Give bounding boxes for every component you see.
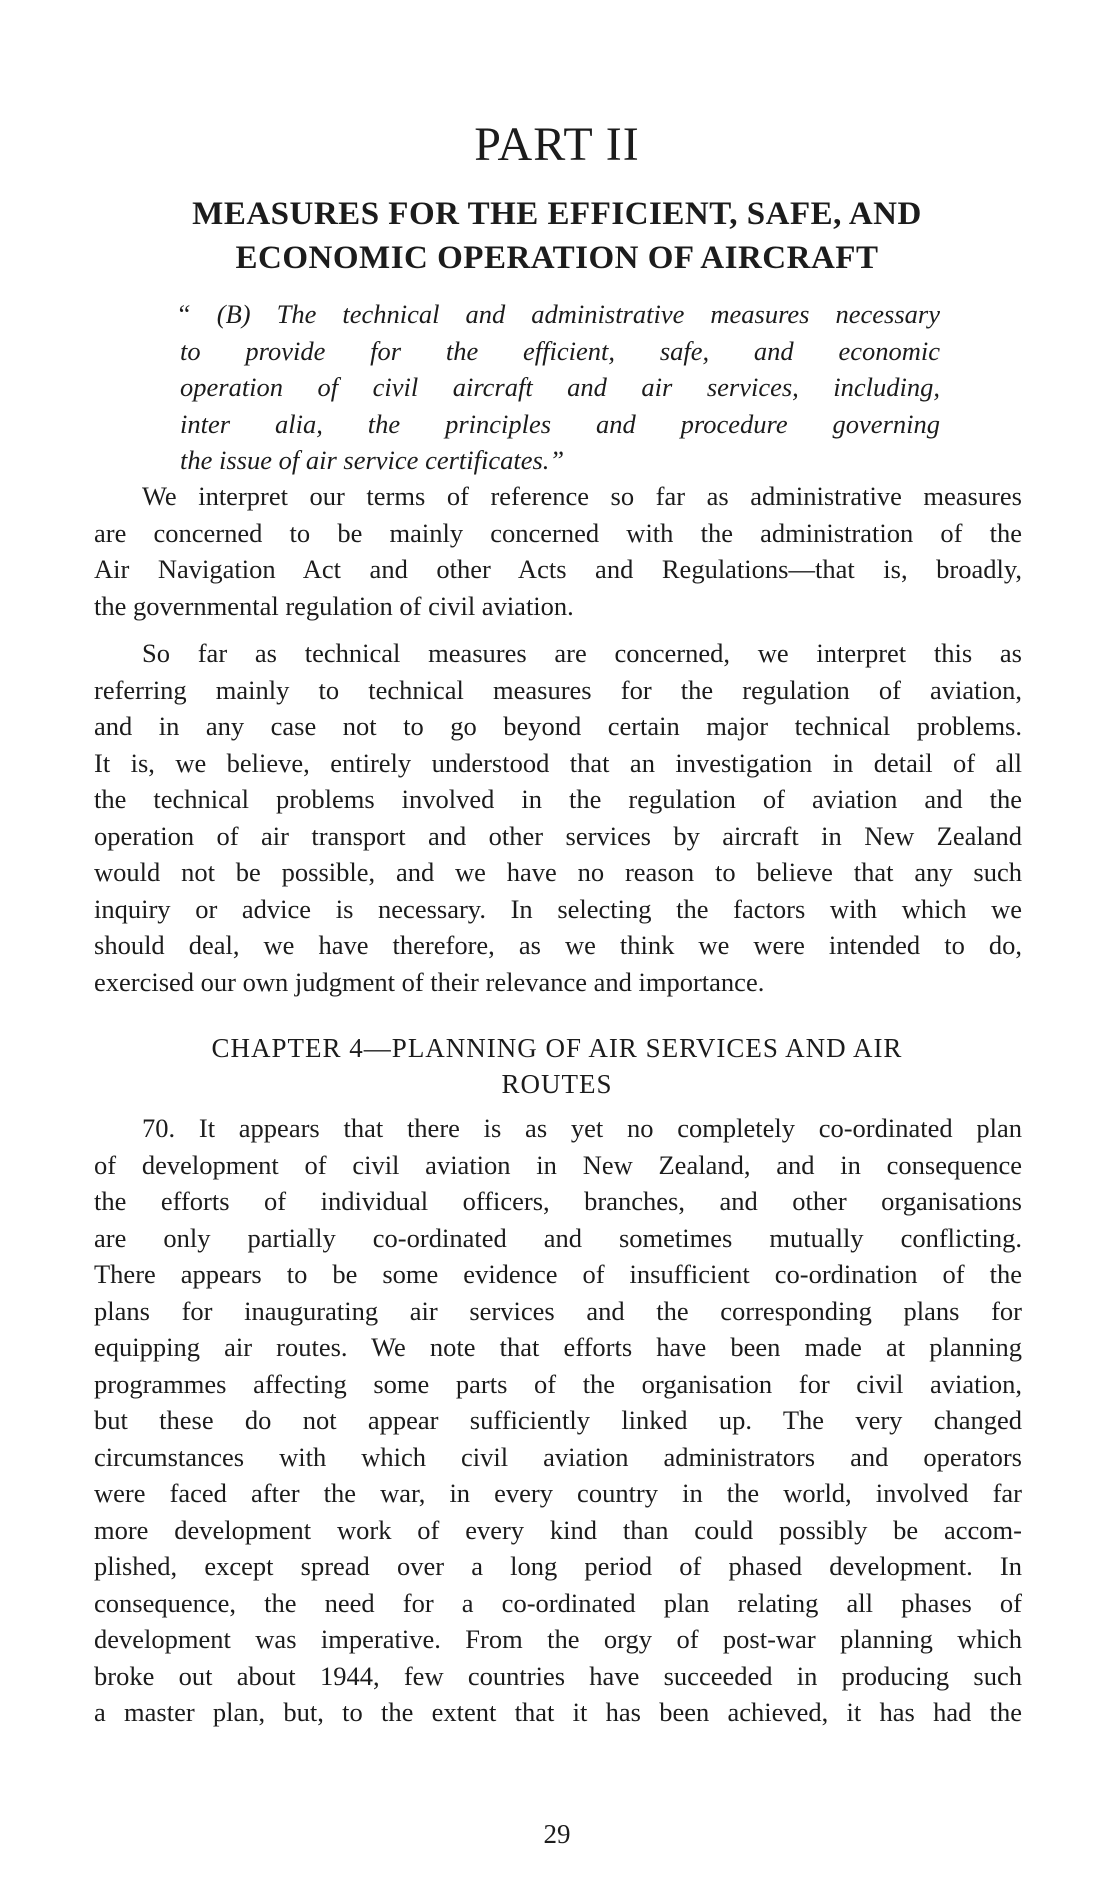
paragraph-line: plished, except spread over a long period of phased development. In [94,1551,1022,1581]
paragraph-line: So far as technical measures are concerned, we interpret this as [142,638,1022,668]
paragraph-line: 70. It appears that there is as yet no completely co-ordinated plan [142,1113,1022,1143]
paragraph-line: more development work of every kind than could possibly be accom- [94,1514,1022,1545]
paragraph-line: operation of air transport and other services by aircraft in New Zealand [94,820,1022,851]
paragraph-line: development was imperative. From the orgy of post-war planning which [94,1624,1022,1654]
paragraph-line: were faced after the war, in every country in the world, involved far [94,1478,1022,1508]
paragraph-line: a master plan, but, to the extent that it has been achieved, it has had the [94,1697,1022,1727]
paragraph-line: There appears to be some evidence of insufficient co-ordination of the [94,1259,1022,1289]
section-heading-line: MEASURES FOR THE EFFICIENT, SAFE, AND [192,196,922,232]
section-heading [0,192,1114,280]
quote-line: operation of civil aircraft and air services, including, [180,372,940,402]
quote-line: to provide for the efficient, safe, and economic [180,335,940,366]
page-number: 29 [543,1819,571,1849]
chapter-heading-line: ROUTES [501,1069,613,1099]
paragraph-line: equipping air routes. We note that efforts have been made at planning [94,1332,1022,1362]
quote-line: “ (B) The technical and administrative measures necessary [176,299,940,329]
chapter-heading-line: CHAPTER 4—PLANNING OF AIR SERVICES AND AIR [211,1033,903,1063]
paragraph-line: are concerned to be mainly concerned with the administration of the [94,517,1022,548]
quote-line: inter alia, the principles and procedure governing [180,408,940,439]
paragraph-line: and in any case not to go beyond certain major technical problems. [94,711,1022,741]
terms-of-reference-quote [176,296,940,479]
paragraph-line: of development of civil aviation in New Zealand, and in consequence [94,1149,1022,1180]
paragraph-technical [94,635,1022,1000]
part-title: PART II [474,118,640,171]
paragraph-line: programmes affecting some parts of the organisation for civil aviation, [94,1368,1022,1399]
paragraph-line: plans for inaugurating air services and the corresponding plans for [94,1295,1022,1326]
paragraph-line: circumstances with which civil aviation administrators and operators [94,1441,1022,1472]
paragraph-line: should deal, we have therefore, as we think we were intended to do, [94,930,1022,960]
paragraph-line: referring mainly to technical measures for the regulation of aviation, [94,674,1022,705]
paragraph-line: It is, we believe, entirely understood that an investigation in detail of all [94,747,1022,778]
paragraph-line: are only partially co-ordinated and sometimes mutually conflicting. [94,1222,1022,1253]
section-heading-line: ECONOMIC OPERATION OF AIRCRAFT [235,240,879,276]
paragraph-line: consequence, the need for a co-ordinated plan relating all phases of [94,1587,1022,1618]
paragraph-line: Air Navigation Act and other Acts and Regulations—that is, broadly, [94,554,1022,584]
paragraph-line: We interpret our terms of reference so far as administrative measures [142,481,1022,511]
paragraph-line: broke out about 1944, few countries have succeeded in producing such [94,1660,1022,1691]
paragraph-line: inquiry or advice is necessary. In selecting the factors with which we [94,893,1022,924]
paragraph-line: the efforts of individual officers, branches, and other organisations [94,1186,1022,1216]
paragraph-line: the technical problems involved in the regulation of aviation and the [94,784,1022,814]
quote-line: the issue of air service certificates.” [180,445,565,475]
paragraph-line: the governmental regulation of civil aviation. [94,590,574,621]
paragraph-line: but these do not appear sufficiently linked up. The very changed [94,1405,1022,1435]
paragraph-70 [94,1110,1022,1731]
paragraph-line: exercised our own judgment of their relevance and importance. [94,966,765,997]
paragraph-line: would not be possible, and we have no reason to believe that any such [94,857,1022,887]
chapter-heading [0,1030,1114,1102]
paragraph-administrative [94,478,1022,624]
